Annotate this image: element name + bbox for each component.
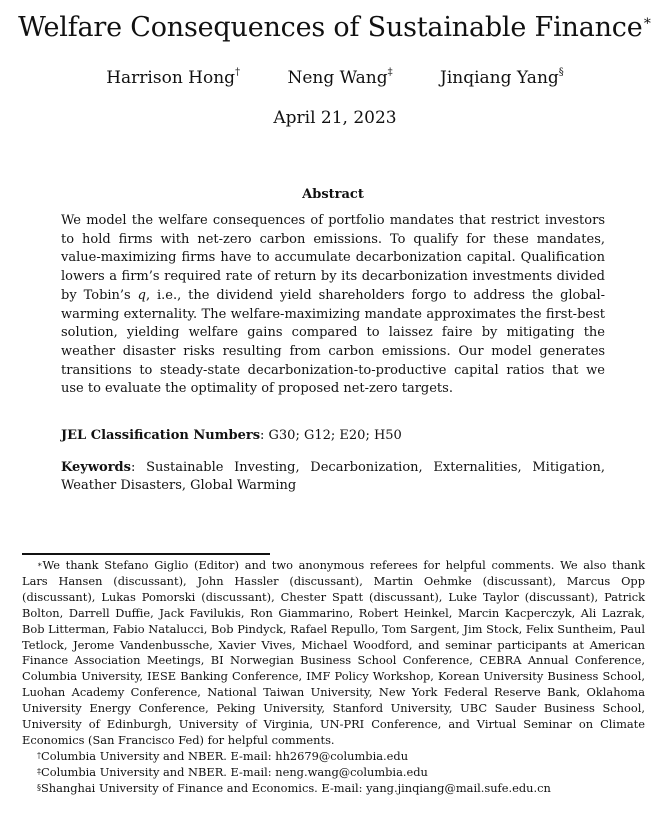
footnotes	[22, 558, 645, 797]
paper-title-text: Welfare Consequences of Sustainable Finance	[18, 12, 643, 43]
abstract-heading: Abstract	[302, 187, 364, 202]
footnote-affiliation-1	[22, 749, 645, 765]
abstract-text-part2: , i.e., the dividend yield shareholders forgo to address the global-warming externality. The welfare-maximizing mandate approximates the first-best solution, yielding welfare gains compared to laissez faire by mitigating the weather disaster risks resulting from carbon emissions. Our model generates transitions to steady-state decarbonization-to-productive capital ratios that we use to evaluate the optimality of proposed net-zero targets.	[61, 287, 606, 397]
author-3-name: Jinqiang Yang	[440, 68, 559, 88]
acknowledgment-mark: ∗	[37, 560, 43, 569]
jel-codes: : G30; G12; E20; H50	[260, 428, 402, 443]
keywords	[61, 459, 605, 495]
keywords-list: : Sustainable Investing, Decarbonization, Externalities, Mitigation, Weather Disasters, Global Warming	[61, 460, 605, 493]
author-3-footnote-mark[interactable]: §	[558, 67, 564, 78]
affiliation-1-text: Columbia University and NBER. E-mail: hh2679@columbia.edu	[41, 748, 409, 763]
title-footnote-mark[interactable]: ∗	[642, 13, 652, 29]
abstract-body	[61, 212, 605, 399]
author-2	[287, 68, 392, 88]
paper-title	[0, 12, 670, 43]
jel-label: JEL Classification Numbers	[61, 428, 261, 443]
keywords-label: Keywords	[61, 460, 131, 475]
jel-classification	[61, 427, 605, 445]
footnote-affiliation-3	[22, 781, 645, 797]
footnote-affiliation-2	[22, 765, 645, 781]
acknowledgment-text: We thank Stefano Giglio (Editor) and two anonymous referees for helpful comments. We also thank Lars Hansen (discussant), John Hassler (discussant), Martin Oehmke (discussant), Marcus Opp (discussant), Lukas Pomorski (discussant), Chester Spatt (discussant), Luke Taylor (discussant), Patrick Bolton, Darrell Duffie, Jack Favilukis, Ron Giammarino, Robert Heinkel, Marcin Kacperczyk, Ali Lazrak, Bob Litterman, Fabio Natalucci, Bob Pindyck, Rafael Repullo, Tom Sargent, Jim Stock, Felix Suntheim, Paul Tetlock, Jerome Vandenbussche, Xavier Vives, Michael Woodford, and seminar participants at American Finance Association Meetings, BI Norwegian Business School Conference, CEBRA Annual Conference, Columbia University, IESE Banking Conference, IMF Policy Workshop, Korean University Business School, Luohan Academy Conference, National Taiwan University, New York Federal Reserve Bank, Oklahoma University Energy Conference, Peking University, Stanford University, UBC Sauder Business School, University of Edinburgh, University of Virginia, UN-PRI Conference, and Virtual Seminar on Climate Economics (San Francisco Fed) for helpful comments.	[22, 558, 645, 747]
author-1	[106, 68, 240, 88]
author-1-footnote-mark[interactable]: †	[235, 67, 241, 78]
tobins-q-symbol: q	[137, 287, 146, 303]
author-2-footnote-mark[interactable]: ‡	[387, 67, 393, 78]
author-list	[0, 68, 670, 88]
author-2-name: Neng Wang	[287, 68, 388, 88]
affiliation-3-mark: §	[37, 782, 41, 792]
affiliation-2-mark: ‡	[37, 766, 41, 776]
affiliation-2-text: Columbia University and NBER. E-mail: neng.wang@columbia.edu	[41, 764, 428, 779]
footnote-rule	[22, 553, 270, 555]
abstract-text-part1: We model the welfare consequences of portfolio mandates that restrict investors to hold firms with net-zero carbon emissions. To qualify for these mandates, value-maximizing firms have to accumulate decarbonization capital. Qualification lowers a firm’s required rate of return by its decarbonization investments divided by Tobin’s	[61, 213, 605, 303]
affiliation-3-text: Shanghai University of Finance and Economics. E-mail: yang.jinqiang@mail.sufe.edu.cn	[41, 780, 551, 795]
affiliation-1-mark: †	[37, 750, 41, 760]
author-3	[440, 68, 564, 88]
footnote-acknowledgment	[22, 558, 645, 749]
author-1-name: Harrison Hong	[106, 68, 236, 88]
publication-date: April 21, 2023	[273, 108, 397, 128]
